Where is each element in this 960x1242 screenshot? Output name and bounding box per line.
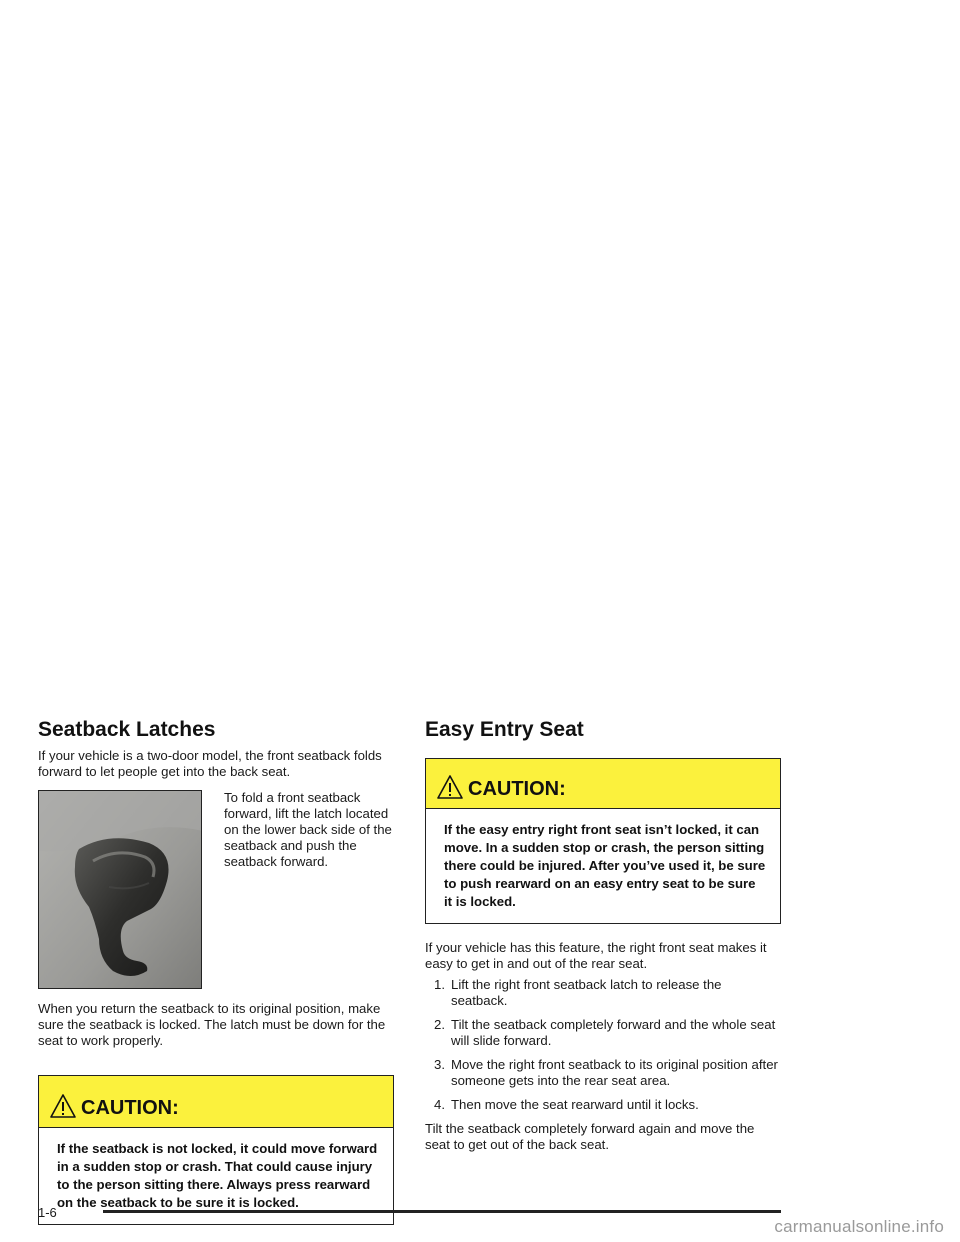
figure-row <box>38 790 394 989</box>
watermark-text: carmanualsonline.info <box>774 1217 944 1236</box>
left-column <box>38 716 394 1225</box>
easy-entry-closing-paragraph: Tilt the seatback completely forward again and move the seat to get out of the back seat. <box>425 1121 755 1152</box>
step-text: Move the right front seatback to its original position after someone gets into the rear seat area. <box>451 1057 778 1088</box>
step-number: 1. <box>434 977 445 992</box>
step-text: Tilt the seatback completely forward and the whole seat will slide forward. <box>451 1017 776 1048</box>
caution-body: If the seatback is not locked, it could move forward in a sudden stop or crash. That could cause injury to the person sitting there. Always press rearward on the seatback to be sure it is locked. <box>57 1141 378 1210</box>
section-heading-easy-entry-seat: Easy Entry Seat <box>425 718 584 741</box>
step-text: Then move the seat rearward until it locks. <box>451 1097 699 1112</box>
step-number: 2. <box>434 1017 445 1032</box>
seatback-latch-photo <box>38 790 202 989</box>
section-heading-seatback-latches: Seatback Latches <box>38 718 216 741</box>
footer-divider <box>103 1210 781 1213</box>
page-number: 1-6 <box>38 1205 57 1220</box>
list-item <box>425 1097 781 1113</box>
easy-entry-intro-paragraph: If your vehicle has this feature, the right front seat makes it easy to get in and out of the rear seat. <box>425 940 767 971</box>
figure-caption: To fold a front seatback forward, lift the latch located on the lower back side of the seatback and push the seatback forward. <box>224 790 392 869</box>
caution-box-easy-entry <box>425 758 781 924</box>
warning-triangle-icon <box>436 773 464 801</box>
caution-header <box>426 759 780 809</box>
right-column <box>425 716 781 1153</box>
caution-title: CAUTION: <box>468 778 566 800</box>
step-number: 3. <box>434 1057 445 1072</box>
warning-triangle-icon <box>49 1092 77 1120</box>
list-item <box>425 1057 781 1089</box>
easy-entry-steps-list <box>425 977 781 1113</box>
step-number: 4. <box>434 1097 445 1112</box>
caution-body: If the easy entry right front seat isn’t locked, it can move. In a sudden stop or crash, the person sitting there could be injured. After you’ve used it, be sure to push rearward on an easy entry seat to be sure it is locked. <box>444 822 766 909</box>
seatback-return-paragraph: When you return the seatback to its original position, make sure the seatback is locked. The latch must be down for the seat to work properly. <box>38 1001 386 1048</box>
list-item <box>425 977 781 1009</box>
seatback-intro-paragraph: If your vehicle is a two-door model, the front seatback folds forward to let people get into the back seat. <box>38 748 382 779</box>
step-text: Lift the right front seatback latch to release the seatback. <box>451 977 722 1008</box>
caution-header <box>39 1076 393 1128</box>
caution-box-seatback <box>38 1075 394 1225</box>
list-item <box>425 1017 781 1049</box>
caution-title: CAUTION: <box>81 1097 179 1119</box>
